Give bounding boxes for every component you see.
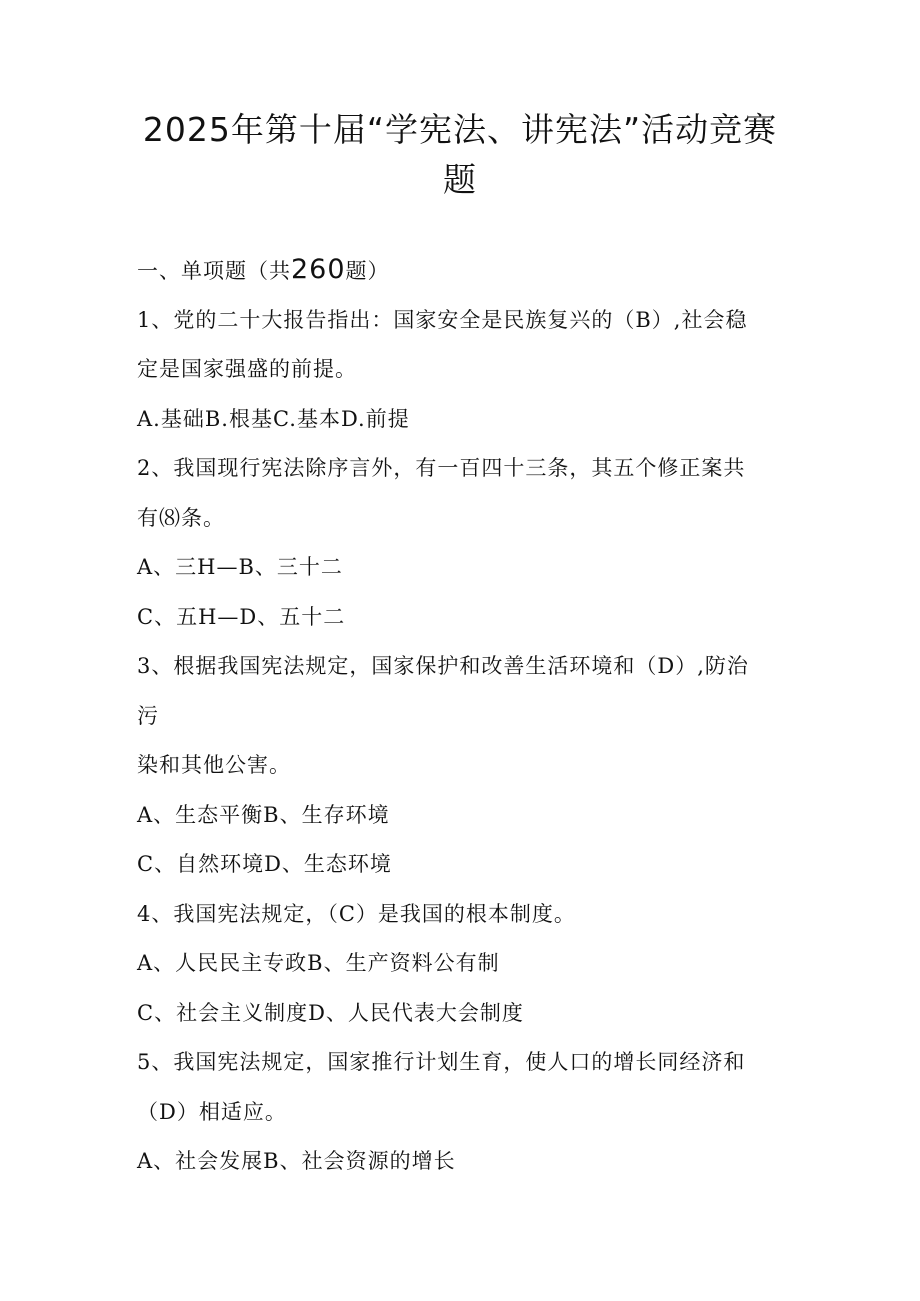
question-4-options-ab: A、人民民主专政B、生产资料公有制 <box>137 951 500 975</box>
question-3-options-cd: C、自然环境D、生态环境 <box>137 852 392 876</box>
question-2-text: 2、我国现行宪法除序言外，有一百四十三条，其五个修正案共 <box>137 456 746 480</box>
question-4-text: 4、我国宪法规定，（C）是我国的根本制度。 <box>137 902 576 926</box>
question-1-options: A.基础B.根基C.基本D.前提 <box>137 407 410 431</box>
question-1-text-cont: 定是国家强盛的前提。 <box>137 357 357 381</box>
document-title-line-1: 2025年第十届“学宪法、讲宪法”活动竞赛 <box>142 110 778 149</box>
section-heading-prefix: 一、单项题（共 <box>137 259 291 283</box>
section-heading-suffix: 题） <box>345 259 390 283</box>
question-3-options-ab: A、生态平衡B、生存环境 <box>137 803 390 827</box>
question-3-text-cont-2: 染和其他公害。 <box>137 753 291 777</box>
document-title-line-2: 题 <box>443 160 477 199</box>
question-2-options-ab: A、三H—B、三十二 <box>137 555 343 579</box>
question-4-options-cd: C、社会主义制度D、人民代表大会制度 <box>137 1001 524 1025</box>
section-heading <box>137 255 797 286</box>
question-3-text-cont: 污 <box>137 704 159 728</box>
question-5-text: 5、我国宪法规定，国家推行计划生育，使人口的增长同经济和 <box>137 1050 746 1074</box>
question-3-text: 3、根据我国宪法规定，国家保护和改善生活环境和（D）,防治 <box>137 654 749 678</box>
section-question-count: 260 <box>291 254 346 285</box>
question-5-text-cont: （D）相适应。 <box>137 1100 287 1124</box>
question-5-options-ab: A、社会发展B、社会资源的增长 <box>137 1149 456 1173</box>
question-2-options-cd: C、五H—D、五十二 <box>137 605 346 629</box>
question-1-text: 1、党的二十大报告指出：国家安全是民族复兴的（B）,社会稳 <box>137 308 748 332</box>
question-2-text-cont: 有⑻条。 <box>137 506 225 530</box>
